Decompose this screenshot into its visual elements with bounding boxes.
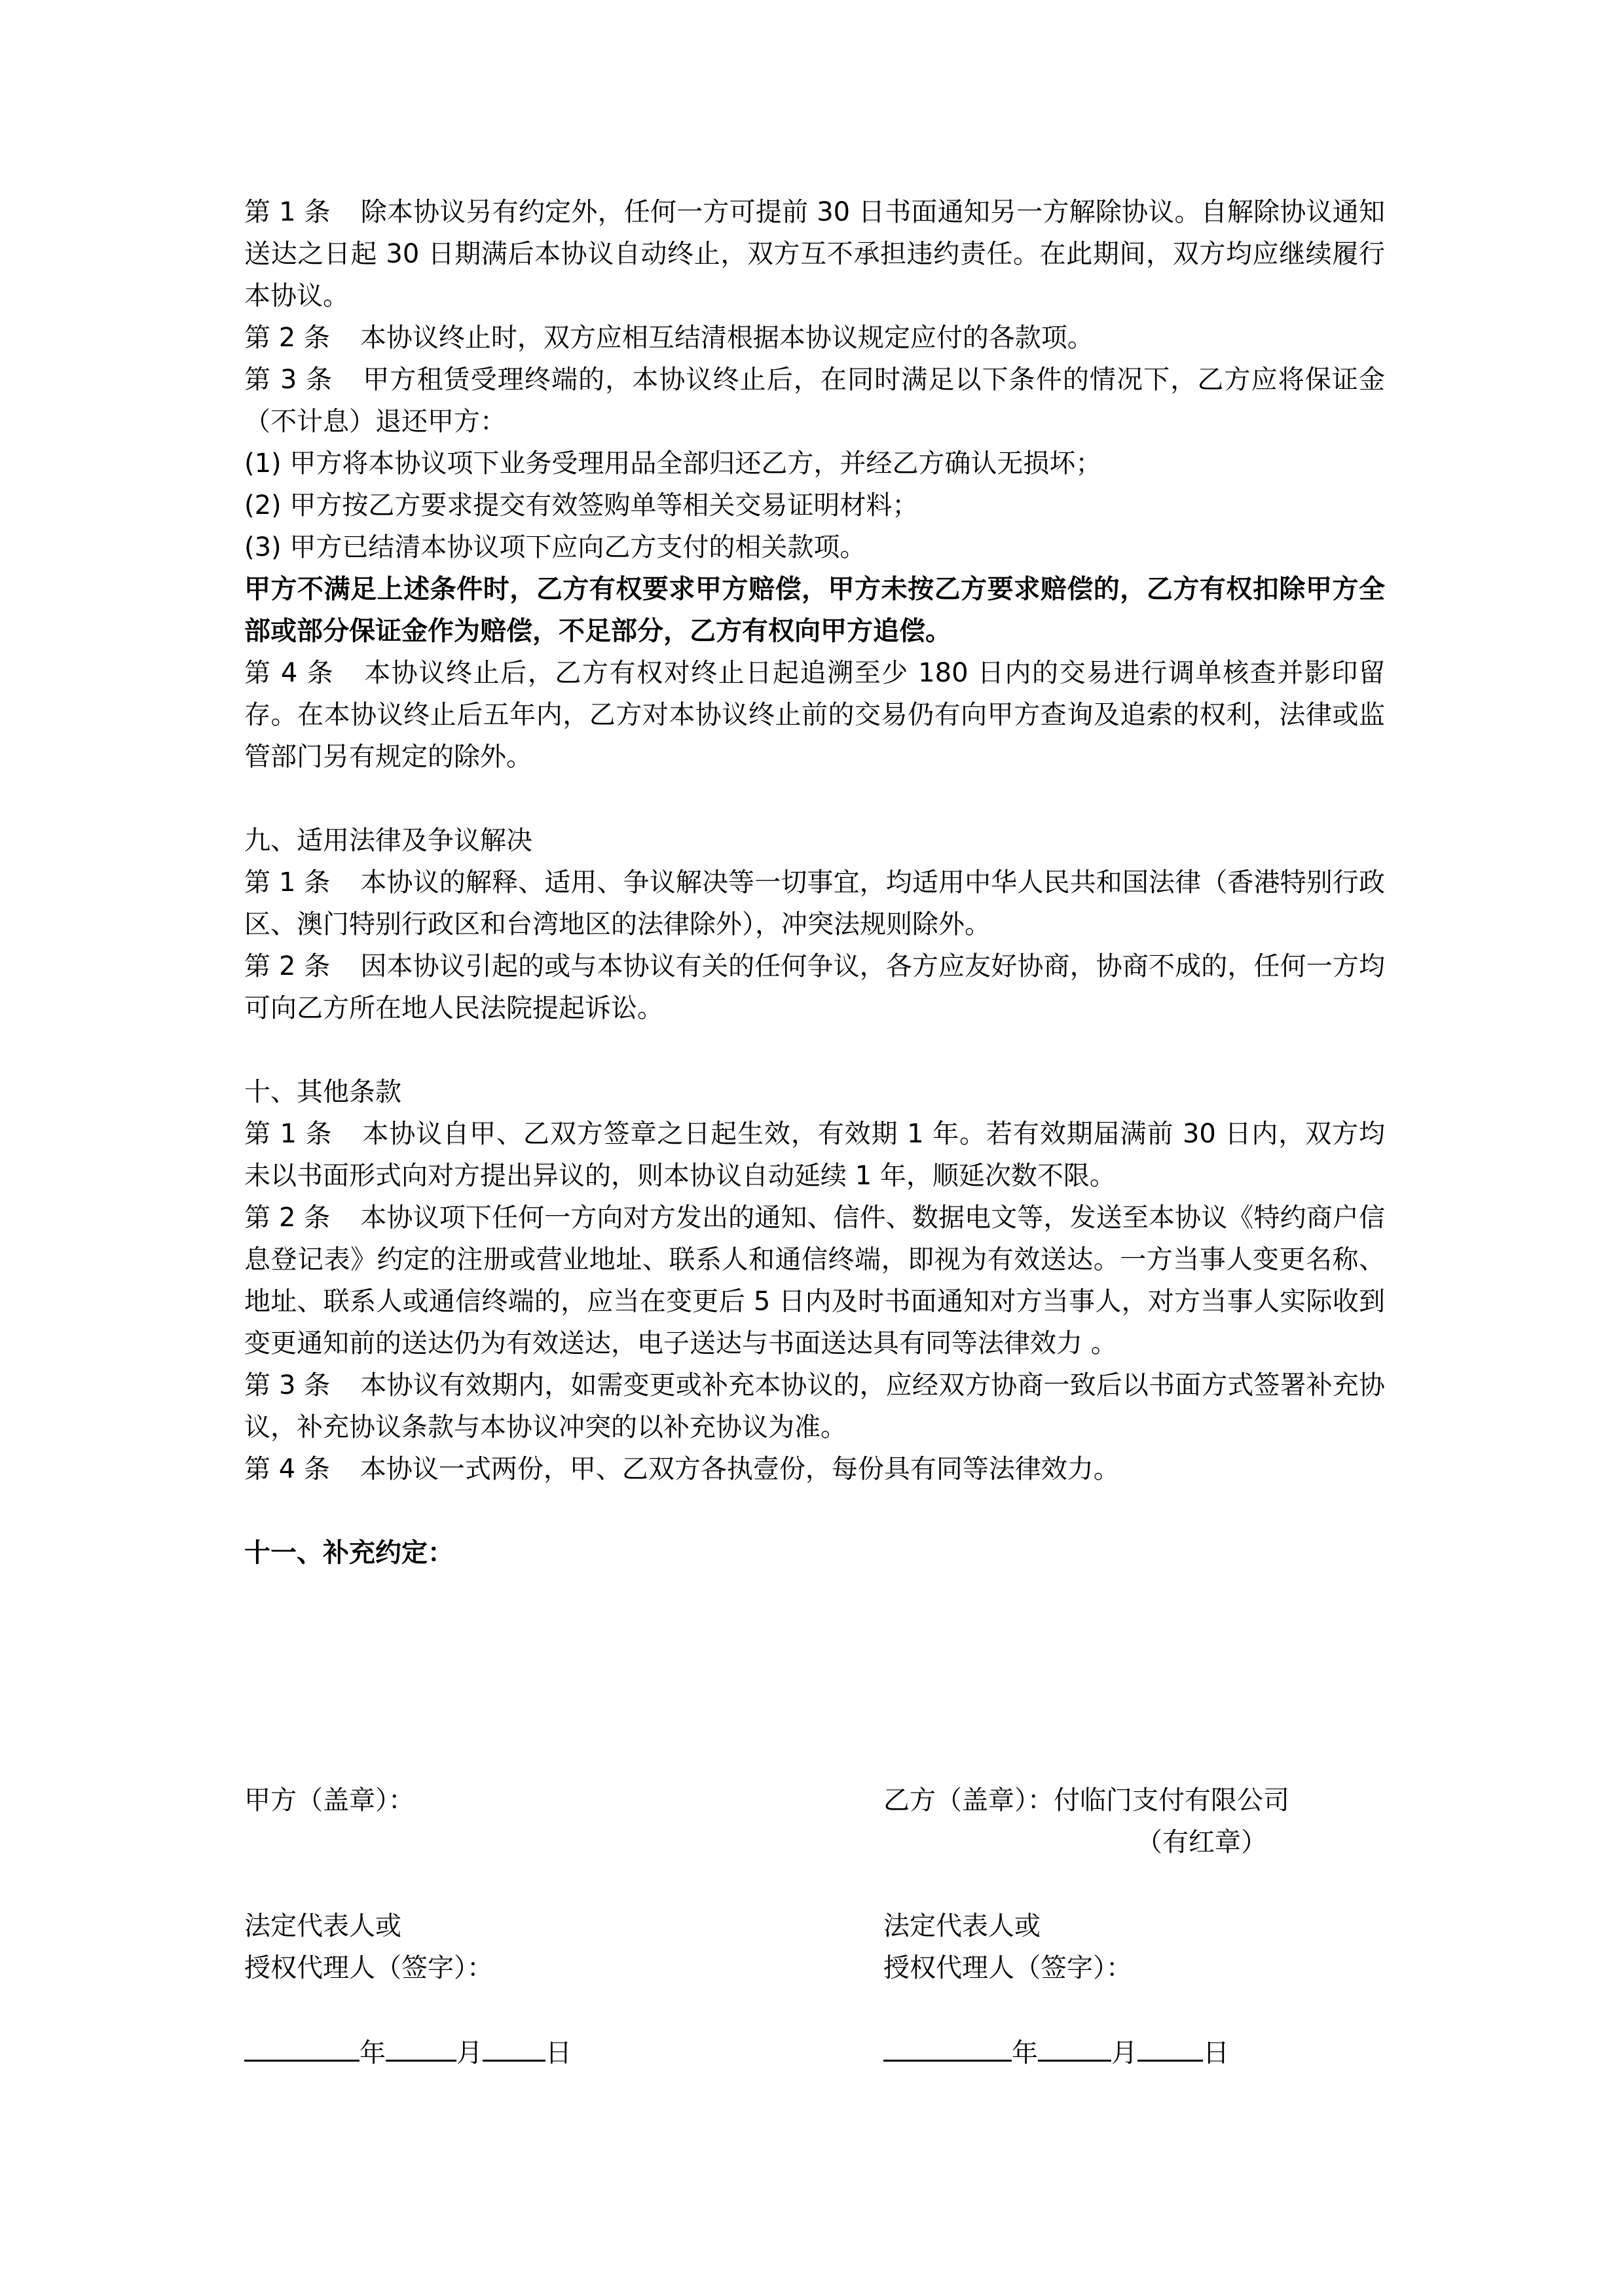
month-label: 月 [1111, 2038, 1137, 2068]
clause-10-3 [244, 1364, 1385, 1448]
day-label: 日 [545, 2038, 572, 2068]
clause-9-1 [244, 862, 1385, 945]
clause-text: 本协议终止后，乙方有权对终止日起追溯至少 180 日内的交易进行调单核查并影印留存。在本协议终止后五年内，乙方对本协议终止前的交易仍有向甲方查询及追索的权利，法律或监管部门另有规定的除外。 [244, 658, 1385, 772]
clause-8-4 [244, 652, 1385, 778]
clause-text: 除本协议另有约定外，任何一方可提前 30 日书面通知另一方解除协议。自解除协议通知送达之日起 30 日期满后本协议自动终止，双方互不承担违约责任。在此期间，双方均应继续履行本协议。 [244, 197, 1385, 311]
condition-2: (2) 甲方按乙方要求提交有效签购单等相关交易证明材料； [244, 490, 919, 520]
clause-10-4 [244, 1448, 1385, 1490]
clause-8-1 [244, 191, 1385, 317]
clause-number: 第 2 条 [244, 323, 330, 353]
clause-text: 本协议自甲、乙双方签章之日起生效，有效期 1 年。若有效期届满前 30 日内，双方均未以书面形式向对方提出异议的，则本协议自动延续 1 年，顺延次数不限。 [244, 1119, 1385, 1191]
clause-8-3 [244, 359, 1385, 443]
clause-8-2 [244, 317, 1385, 359]
clause-number: 第 4 条 [244, 658, 335, 688]
rep-line-2: 授权代理人（签字）： [244, 1953, 493, 1983]
day-blank[interactable] [483, 2031, 545, 2062]
clause-text: 因本协议引起的或与本协议有关的任何争议，各方应友好协商，协商不成的，任何一方均可向乙方所在地人民法院提起诉讼。 [244, 951, 1385, 1023]
condition-3: (3) 甲方已结清本协议项下应向乙方支付的相关款项。 [244, 532, 866, 562]
party-a-seal [244, 1779, 415, 1821]
clause-number: 第 4 条 [244, 1454, 330, 1484]
day-label: 日 [1203, 2038, 1229, 2068]
year-label: 年 [1012, 2038, 1038, 2068]
clause-number: 第 2 条 [244, 1203, 331, 1233]
year-blank[interactable] [244, 2031, 360, 2062]
clause-text: 本协议的解释、适用、争议解决等一切事宜，均适用中华人民共和国法律（香港特别行政区、澳门特别行政区和台湾地区的法律除外），冲突法规则除外。 [244, 867, 1385, 939]
clause-number: 第 1 条 [244, 867, 331, 898]
document-body [244, 191, 1385, 1574]
clause-10-1 [244, 1113, 1385, 1197]
party-a-date [244, 2031, 572, 2074]
month-blank[interactable] [386, 2031, 456, 2062]
party-b-label: 乙方（盖章）：付临门支付有限公司 [883, 1785, 1289, 1815]
clause-text: 本协议有效期内，如需变更或补充本协议的，应经双方协商一致后以书面方式签署补充协议，补充协议条款与本协议冲突的以补充协议为准。 [244, 1370, 1385, 1442]
clause-text: 本协议一式两份，甲、乙双方各执壹份，每份具有同等法律效力。 [360, 1454, 1120, 1484]
party-a-label: 甲方（盖章）： [244, 1785, 415, 1815]
section-9-title: 九、适用法律及争议解决 [244, 826, 532, 856]
month-label: 月 [456, 2038, 483, 2068]
party-b-seal [883, 1779, 1289, 1821]
rep-line-1: 法定代表人或 [244, 1911, 401, 1941]
rep-line-2: 授权代理人（签字）： [883, 1953, 1132, 1983]
clause-number: 第 2 条 [244, 951, 331, 981]
clause-10-2 [244, 1197, 1385, 1364]
party-b-date [883, 2031, 1229, 2074]
section-10-title: 十、其他条款 [244, 1077, 401, 1107]
red-seal-note: （有红章） [1136, 1827, 1267, 1857]
rep-line-1: 法定代表人或 [883, 1911, 1041, 1941]
clause-number: 第 3 条 [244, 1370, 331, 1400]
bold-compensation-note: 甲方不满足上述条件时，乙方有权要求甲方赔偿，甲方未按乙方要求赔偿的，乙方有权扣除甲方全部或部分保证金作为赔偿，不足部分，乙方有权向甲方追偿。 [244, 574, 1385, 646]
condition-1: (1) 甲方将本协议项下业务受理用品全部归还乙方，并经乙方确认无损坏； [244, 448, 1102, 479]
month-blank[interactable] [1038, 2031, 1111, 2062]
section-11-title: 十一、补充约定： [244, 1538, 454, 1568]
clause-text: 甲方租赁受理终端的，本协议终止后，在同时满足以下条件的情况下，乙方应将保证金（不计息）退还甲方： [244, 365, 1385, 437]
year-blank[interactable] [883, 2031, 1012, 2062]
clause-text: 本协议项下任何一方向对方发出的通知、信件、数据电文等，发送至本协议《特约商户信息登记表》约定的注册或营业地址、联系人和通信终端，即视为有效送达。一方当事人变更名称、地址、联系人或通信终端的，应当在变更后 5 日内及时书面通知对方当事人，对方当事人实际收到变更通知前的送达仍为有效送达，电子送达与书面送达具有同等法律效力 。 [244, 1203, 1385, 1358]
party-a-representative [244, 1905, 493, 1989]
clause-number: 第 3 条 [244, 365, 333, 395]
year-label: 年 [360, 2038, 386, 2068]
clause-9-2 [244, 945, 1385, 1029]
clause-number: 第 1 条 [244, 1119, 333, 1149]
party-b-representative [883, 1905, 1132, 1989]
clause-number: 第 1 条 [244, 197, 331, 227]
clause-text: 本协议终止时，双方应相互结清根据本协议规定应付的各款项。 [360, 323, 1094, 353]
day-blank[interactable] [1137, 2031, 1203, 2062]
